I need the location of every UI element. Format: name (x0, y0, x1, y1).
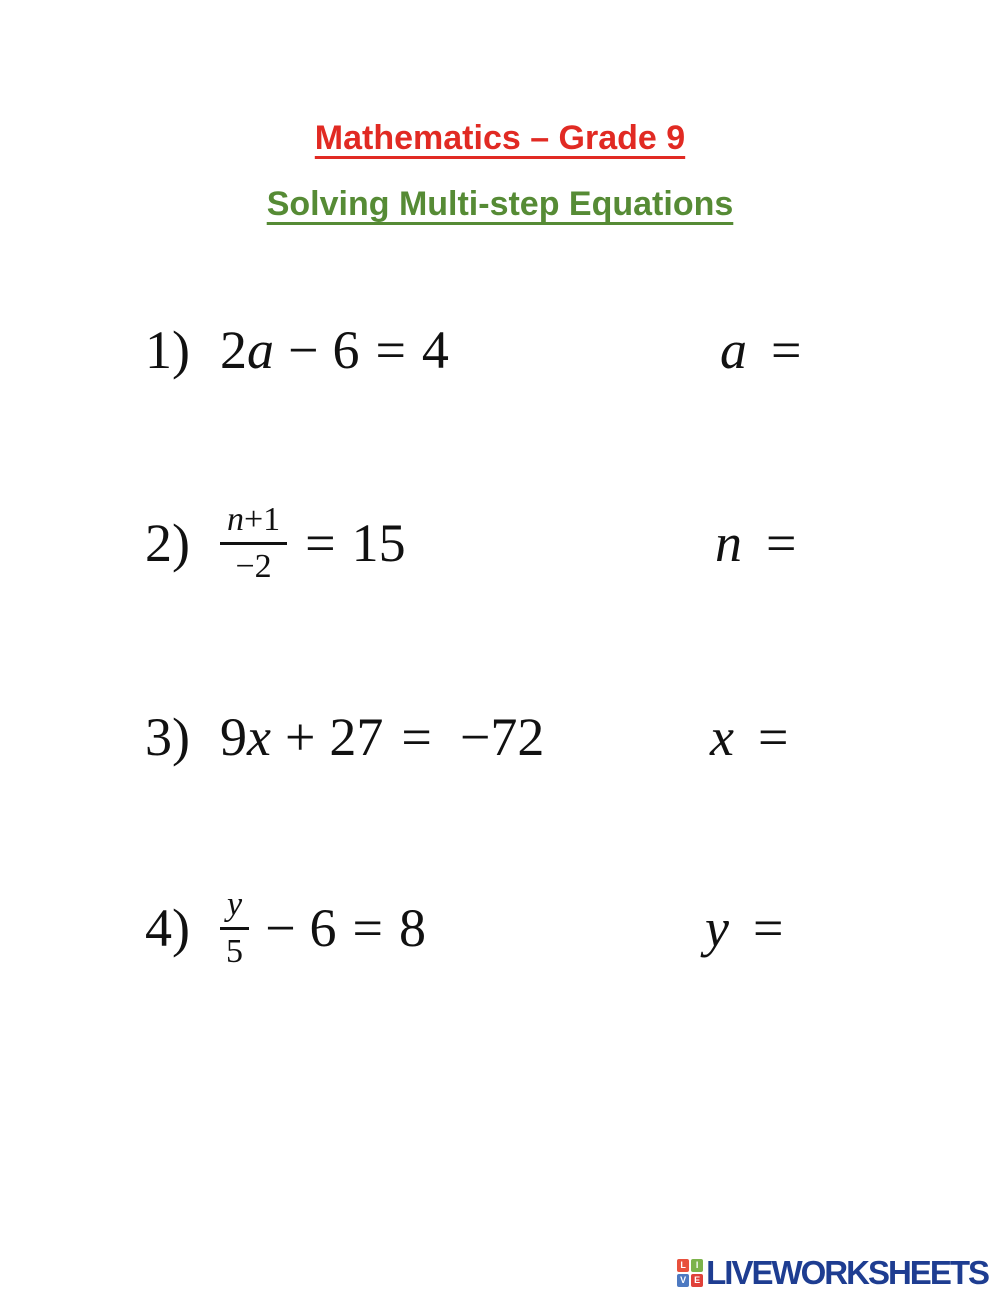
logo-square-i: I (691, 1259, 703, 1272)
problem-4-fraction (220, 886, 249, 970)
liveworksheets-logo-icon (677, 1259, 703, 1287)
problem-1-constant: 6 (332, 320, 360, 380)
problem-4-constant: 6 (309, 898, 337, 958)
liveworksheets-logo (677, 1256, 988, 1289)
problem-1-equation (145, 315, 449, 385)
problem-4-result: 8 (399, 898, 427, 958)
problem-3-number: 3) (145, 707, 190, 767)
problem-2-equation (145, 482, 406, 604)
problem-2-answer-equals: = (766, 513, 797, 573)
problem-2-numerator-variable: n (226, 501, 244, 539)
worksheet-subtitle: Solving Multi-step Equations (266, 185, 734, 223)
problem-2-answer-area[interactable] (715, 482, 796, 604)
problem-1-equals-sign: = (375, 320, 406, 380)
logo-square-v: V (677, 1274, 689, 1287)
problem-3-answer-area[interactable] (710, 702, 788, 772)
problem-1-result: 4 (421, 320, 449, 380)
problem-2-numerator-operator: + (243, 501, 264, 539)
problem-4-equals-sign: = (352, 898, 384, 958)
problem-3-equation (145, 702, 544, 772)
problem-4-fraction-numerator (220, 886, 249, 929)
problem-1-answer-variable: a (720, 320, 747, 380)
liveworksheets-logo-text: LIVEWORKSHEETS (706, 1254, 988, 1291)
problem-1-operator: − (287, 320, 319, 380)
problem-2-number: 2) (145, 513, 190, 573)
problem-3-constant: 27 (329, 707, 384, 767)
problem-3-answer-variable: x (710, 707, 734, 767)
problem-2-answer-variable: n (715, 513, 742, 573)
logo-square-l: L (677, 1259, 689, 1272)
problem-3-result: −72 (459, 707, 545, 767)
problem-4-answer-area[interactable] (705, 867, 783, 989)
problem-3-operator: + (284, 707, 316, 767)
problem-4-answer-equals: = (752, 898, 784, 958)
problem-4-equation (145, 867, 426, 989)
worksheet-title: Mathematics – Grade 9 (314, 119, 686, 157)
problem-1-variable: a (246, 320, 274, 380)
problem-4-numerator-variable: y (226, 886, 243, 924)
problem-1-answer-area[interactable] (720, 315, 801, 385)
problem-3-coefficient: 9 (219, 707, 247, 767)
problem-1-answer-equals: = (771, 320, 802, 380)
logo-square-e: E (691, 1274, 703, 1287)
problem-3-equals-sign: = (401, 707, 432, 767)
problem-4-answer-variable: y (705, 898, 729, 958)
problem-4-number: 4) (145, 898, 190, 958)
problem-1-coefficient: 2 (219, 320, 247, 380)
problem-2-fraction-denominator: −2 (235, 547, 272, 585)
problem-2-equals-sign: = (305, 513, 336, 573)
problem-3-answer-equals: = (757, 707, 789, 767)
problem-2-numerator-constant: 1 (263, 501, 281, 539)
problem-2-fraction (220, 501, 287, 585)
problem-3-variable: x (246, 707, 271, 767)
problem-4-fraction-denominator: 5 (226, 932, 244, 970)
problem-1-number: 1) (145, 320, 190, 380)
problem-2-result: 15 (351, 513, 406, 573)
problem-4-operator: − (265, 898, 296, 958)
problem-2-fraction-numerator (220, 501, 287, 544)
